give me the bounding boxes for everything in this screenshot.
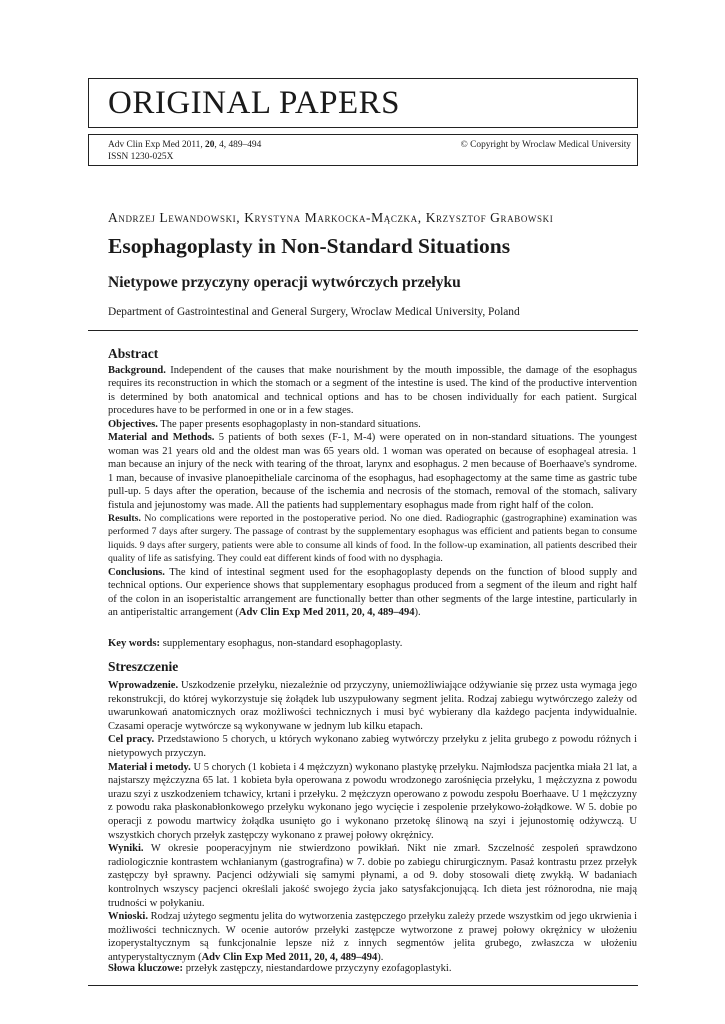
streszczenie-intro: [108, 679, 637, 733]
issn: ISSN 1230-025X: [108, 152, 174, 162]
conclusions-text: The kind of intestinal segment used for the esophagoplasty depends on the function of blood supply and technical options. Our experience shows that supplementary esophagus produced from a segment of the ileum and right half of the colon in an isoperistaltic arrangement are functionally better than other segments of the large intestine, particularly in an antiperistaltic arrangement (: [108, 566, 637, 619]
conclusions-closing: ).: [414, 607, 421, 619]
streszczenie-aim: [108, 733, 637, 760]
intro-label: Wprowadzenie.: [108, 680, 179, 691]
streszczenie-heading: Streszczenie: [108, 659, 179, 674]
slowa-kluczowe-label: Słowa kluczowe:: [108, 963, 184, 974]
streszczenie-conclusions: [108, 910, 637, 964]
journal-suffix: , 4, 489–494: [214, 140, 262, 150]
objectives-text: The paper presents esophagoplasty in non-standard situations.: [157, 418, 421, 430]
abstract-background: [108, 364, 637, 418]
objectives-label: Objectives.: [108, 418, 158, 430]
background-label: Background.: [108, 365, 166, 376]
journal-info-box: [88, 134, 638, 166]
abstract-methods: [108, 431, 637, 512]
section-header-box: [88, 78, 638, 128]
pl-conclusions-text: Rodzaj użytego segmentu jelita do wytworzenia zastępczego przełyku zależy przede wszystkim od jego ukrwienia i możliwości technicznych. W ocenie autorów przełyki zastępcze wytworzone z prawej połowy okrężnicy w ułożeniu izoperystaltycznym są funkcjonalnie lepsze niż z innych segmentów jelita grubego, zwłaszcza w ułożeniu antyperystaltycznym (: [108, 911, 637, 963]
abstract-body: [108, 364, 637, 620]
streszczenie-results: [108, 842, 637, 910]
keywords-label: Key words:: [108, 638, 161, 649]
affiliation: Department of Gastrointestinal and General Surgery, Wroclaw Medical University, Poland: [108, 306, 520, 318]
abstract-citation: Adv Clin Exp Med 2011, 20, 4, 489–494: [238, 607, 415, 619]
pl-methods-text: U 5 chorych (1 kobieta i 4 mężczyzn) wykonano plastykę przełyku. Najmłodsza pacjentka miała 21 lat, a najstarszy mężczyzna 65 lat. 1 kobieta była operowana z powodu wrodzonego zarośnięcia przełyku, 1 mężczyzna z powodu urazu szyi z uszkodzeniem tchawicy, krtani i przełyku. 2 mężczyzn operowano z powodu zespołu Boerhaave. U 1 mężczyzny z powodu raka płaskonabłonkowego przełyku wykonano jego wycięcie i zespolenie przełykowo-żołądkowe. W 5. dobie po operacji z powodu martwicy żołądka usunięto go i wykonano przetokę ślinową na szyi i jejunostomię odżywczą. U wszystkich chorych przełyk zastępczy wykonano z prawej połowy okrężnicy.: [108, 761, 637, 841]
methods-text: 5 patients of both sexes (F-1, M-4) were operated on in non-standard situations. The youngest woman was 21 years old and the oldest man was 65 years old. 1 woman was operated on because of esophageal atresia. 1 man because an injury of the neck with tearing of the throat, larynx and esophagus. 2 men because of Boerhaave's syndrome. 1 man, because of invasive planoepitheliale carcinoma of the esophagus, had esophagectomy at the same time as gastric tube pull-up. 5 days after the operation, because of the ischemia and necrosis of the stomach, removal of the stomach, salivary fistula and jejunostomy was made. All the patients had supplementary esophagus made from right half of the colon.: [108, 432, 637, 511]
section-title: ORIGINAL PAPERS: [108, 85, 401, 121]
abstract-results: [108, 512, 637, 566]
article-title: Esophagoplasty in Non-Standard Situations: [108, 234, 511, 258]
authors: Andrzej Lewandowski, Krystyna Markocka-Mączka, Krzysztof Grabowski: [108, 210, 554, 225]
abstract-heading: Abstract: [108, 346, 159, 361]
streszczenie-citation: Adv Clin Exp Med 2011, 20, 4, 489–494: [201, 951, 378, 963]
methods-label: Material and Methods.: [108, 432, 215, 444]
conclusions-label: Conclusions.: [108, 566, 165, 578]
keywords: [108, 638, 637, 649]
slowa-kluczowe: [108, 963, 637, 974]
abstract-conclusions: [108, 566, 637, 620]
pl-results-label: Wyniki.: [108, 843, 144, 855]
keywords-text: supplementary esophagus, non-standard esophagoplasty.: [160, 638, 403, 649]
streszczenie-body: [108, 679, 637, 964]
article-title-polish: Nietypowe przyczyny operacji wytwórczych przełyku: [108, 274, 461, 291]
intro-text: Uszkodzenie przełyku, niezależnie od przyczyny, uniemożliwiające odżywianie się przez usta wymaga jego rekonstrukcji, do której wykorzystuje się żołądek lub uszypułowany segment jelita. Rodzaj zabiegu wytwórczego zależy od uwarunkowań anatomicznych oraz możliwości technicznych i musi być wybierany dla każdego pacjenta indywidualnie. Czasami operacje wytwórcze są wykonywane w jednym lub kilku etapach.: [108, 680, 637, 732]
results-text: No complications were reported in the postoperative period. No one died. Radiographic (gastrographine) examination was performed 7 days after surgery. The passage of contrast by the supplementary esophagus was efficient and patients began to consume liquids. 9 days after surgery, patients were able to consume all kinds of food. In the follow-up examination, all patients described their quality of life as satisfying. They could eat different kinds of food with no dysphagia.: [108, 512, 637, 565]
abstract-objectives: [108, 418, 637, 431]
journal-citation: [108, 139, 261, 163]
journal-volume: 20: [205, 140, 215, 150]
copyright: © Copyright by Wroclaw Medical University: [460, 140, 631, 150]
pl-results-text: W okresie pooperacyjnym nie stwierdzono powikłań. Nikt nie zmarł. Szczelność zespoleń sprawdzono radiologicznie kontrastem wchłanianym (gastrografina) w 7. dobie po zabiegu chirurgicznym. Pasaż kontrastu przez przełyk zastępczy był sprawny. Pacjenci odżywiali się samymi płynami, a od 9. doby stosowali dietę zwykłą. W badaniach kontrolnych wszyscy pacjenci określali jakość swojego życia jako satysfakcjonującą. Ich dieta jest różnorodna, nie mają trudności w połykaniu.: [108, 843, 637, 909]
results-label: Results.: [108, 512, 141, 524]
streszczenie-methods: [108, 761, 637, 843]
aim-text: Przedstawiono 5 chorych, u których wykonano zabieg wytwórczy przełyku z jelita grubego z powodu różnych i nietypowych przyczyn.: [108, 734, 637, 759]
pl-conclusions-label: Wnioski.: [108, 911, 148, 923]
journal-prefix: Adv Clin Exp Med 2011,: [108, 140, 206, 150]
aim-label: Cel pracy.: [108, 734, 155, 746]
divider-bottom: [88, 985, 638, 986]
background-text: Independent of the causes that make nourishment by the mouth impossible, the damage of the esophagus requires its reconstruction in which the stomach or a segment of the intestine is used. The kind of the productive intervention is determined by both anatomical and technical options and has to be chosen individually for each patient. Surgical procedures have to be performed in one or in a few stages.: [108, 365, 637, 417]
divider-top: [88, 330, 638, 331]
slowa-kluczowe-text: przełyk zastępczy, niestandardowe przyczyny ezofagoplastyki.: [183, 963, 452, 974]
pl-methods-label: Materiał i metody.: [108, 761, 191, 773]
pl-conclusions-closing: ).: [377, 951, 384, 963]
